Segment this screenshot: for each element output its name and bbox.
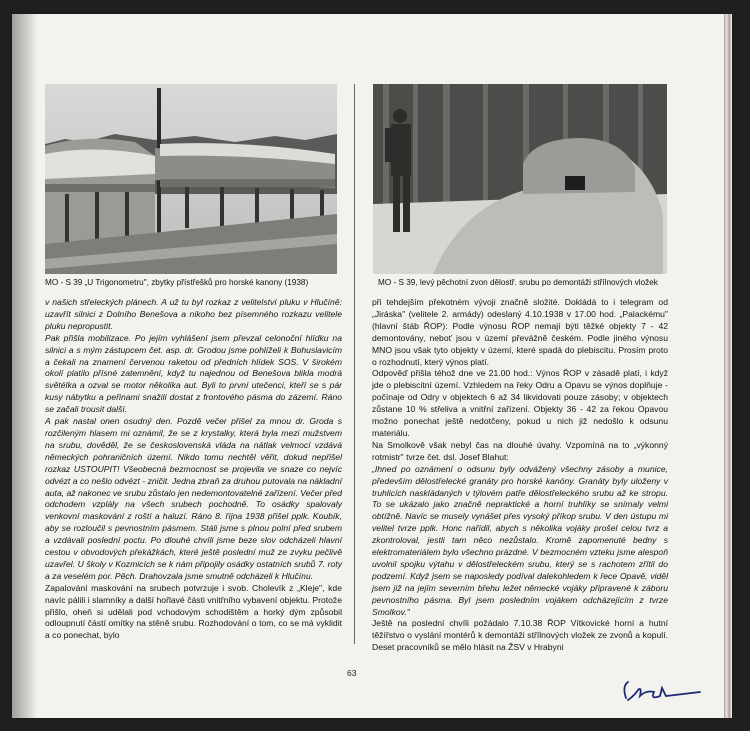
- photo-infantry-bell: [373, 84, 667, 274]
- caption-right: MO - S 39, levý pěchotní zvon dělostř. srubu po demontáži střílnových vložek: [378, 278, 658, 287]
- left-column: [45, 297, 342, 642]
- right-paragraph: Ještě na poslední chvíli požádalo 7.10.38 ŘOP Vítkovické horní a hutní těžířstvo o vyslání montérů k demontáži střílnových vložek ze zvonů a kopulí. Deset pracovníků se mělo hlásit na ŽSV v Hrabyni: [372, 618, 668, 653]
- left-paragraph: v našich střeleckých plánech. A už tu byl rozkaz z velitelství pluku v Hlučíně: uzavřít silnici z Dolního Benešova a nikoho bez písemného rozkazu velitele pluku nepropustit.: [45, 297, 342, 331]
- caption-left: MO - S 39 „U Trigonometru", zbytky přístřešků pro horské kanony (1938): [45, 278, 309, 287]
- right-column: [372, 297, 668, 654]
- signature-icon: [620, 676, 710, 706]
- left-paragraph: Zapalování maskování na srubech potvrzuje i svob. Cholevík z „Kleje", kde navíc pálili i slamníky a další hořlavé části vnitřního vybavení objektu. Protože přišlo, oheň si udělali pod vchodovým schodištěm a horký dým způsobil odloupnutí částí omítky na stěně srubu. Rozhodování o tom, co se má vyklidit a co ponechat, bylo: [45, 582, 342, 641]
- left-paragraph: Pak přišla mobilizace. Po jejím vyhlášení jsem převzal celonoční hlídku na silnici a s mým zástupcem čet. asp. dr. Grodou jsme pohlíželi k Bohuslavicím a čekali na znamení červenou raketou od předních hlídek SOS. V širokém okolí platilo přísné zatemnění, když tu najednou od Benešova blikla modrá světélka a ozval se motor několika aut. Byli to první utečenci, kteří se s pár kusy nábytku a peřinami snažili dostat z frontového pásma do zázemí. Ráno se začali trousit další.: [45, 332, 342, 415]
- page-number: 63: [347, 668, 357, 678]
- right-paragraph: při tehdejším překotném vývoji značně složité. Dokládá to i telegram od „Jiráska" (velitele 2. armády) odeslaný 4.10.1938 v 17.00 hod. „Palackému" (hlavní štáb ŘOP): Podle výnosu ŘOP nemají býti těžké objekty 7 - 42 demontovány, neboť jsou v území převážně českém. Podle jiného výnosu MNO jsou však tyto objekty v území, které spadá do plebiscitu. Prosím proto o rozhodnutí, který výnos platí.: [372, 297, 668, 367]
- right-paragraph: Na Smolkově však nebyl čas na dlouhé úvahy. Vzpomíná na to „výkonný rotmistr" tvrze čet. dsl. Josef Blahut:: [372, 439, 668, 462]
- right-paragraph: Odpověď přišla téhož dne ve 21.00 hod.: Výnos ŘOP v zásadě platí, i když jde o plebiscitní území. Vzhledem na řeky Odru a Opavu se výnos doplňuje - počínaje od Odry v objektech 6 až 34 likvidovati pouze zásoby; v objektech zůstane 10 % střeliva a vnitřní zařízení. Objekty 36 - 42 za řekou Opavou možno ponechat ještě nedotčeny, pokud u nich již nedošlo k odsunu materiálu.: [372, 368, 668, 438]
- left-paragraph: A pak nastal onen osudný den. Pozdě večer přišel za mnou dr. Groda s rozčileným hlasem mi oznámil, že se z krystalky, která byla mezi mužstvem na srubu, dověděl, že se československá vláda na nátlak velmocí vzdává německých pohraničních území. Nikdo tomu nechtěl věřit, dokud nepřišel rozkaz USTOUPIT! Všeobecná bezmocnost se projevila ve snaze co nejvíc odvézt a co nešlo odvézt - zničit. Jedna zbraň za druhou putovala na nákladní auta, až nakonec ve srubu zůstalo jen nedemontovatelné zařízení. Večer před odchodem vzplály na všech srubech pochodně. To osádky spalovaly venkovní maskování z roští a haluzí. Ráno 8. října 1938 přišel pplk. Koubík, aby se rozloučil s pevnostním pásmem. Stáli jsme s plnou polní před srubem a vzdávali poslední poctu. Po dlouhé chvíli jsme beze slov odcházeli hlavní cestou v obvodových překážkách, které ještě poslední muž ze zvyku pečlivě uzavřel. U školy v Kozmicích se k nám připojily osádky ostatních srubů 7. roty a za veselém por. Pěch. Drahovzala jsme smutně odcházeli k Hlučínu.: [45, 416, 342, 581]
- photo-gun-shelters: [45, 84, 337, 274]
- column-divider: [354, 84, 355, 644]
- right-paragraph: „Ihned po oznámení o odsunu byly odvážený všechny zásoby a munice, především dělostřelecké granáty pro horské kanóny. Granáty byly uloženy v truhlicích naskládaných v týlovém patře dělostřeleckého srubu až ke stropu. To se ukázalo jako značně nepraktické a horní truhlíky se snímaly velmi obtížně. Navíc se musely vynášet přes vysoký příkop srubu. V den ústupu mi velitel tvrze pplk. Honc nařídil, abych s několika vojáky prošel celou tvrz a zkontroloval, jestli tam něco nezůstalo. Kromě zapomenuté bedny s elektromateriálem bylo všechno prázdné. V bezmocném vzteku jsme alespoň uvolnil spojku výtahu v dělostřeleckém srubu, který se s rachotem zřítil do podzemí. Když jsem se naposledy podíval dalekohledem k řece Opavě, viděl jsem již na jejím severním břehu ležet německé vojáky připravené k záboru pevnostního pásma. Byl jsem posledním vojákem odcházejícím z tvrze Smolkov.": [372, 463, 668, 617]
- page-edge: [724, 14, 732, 718]
- spine-shadow: [12, 14, 38, 718]
